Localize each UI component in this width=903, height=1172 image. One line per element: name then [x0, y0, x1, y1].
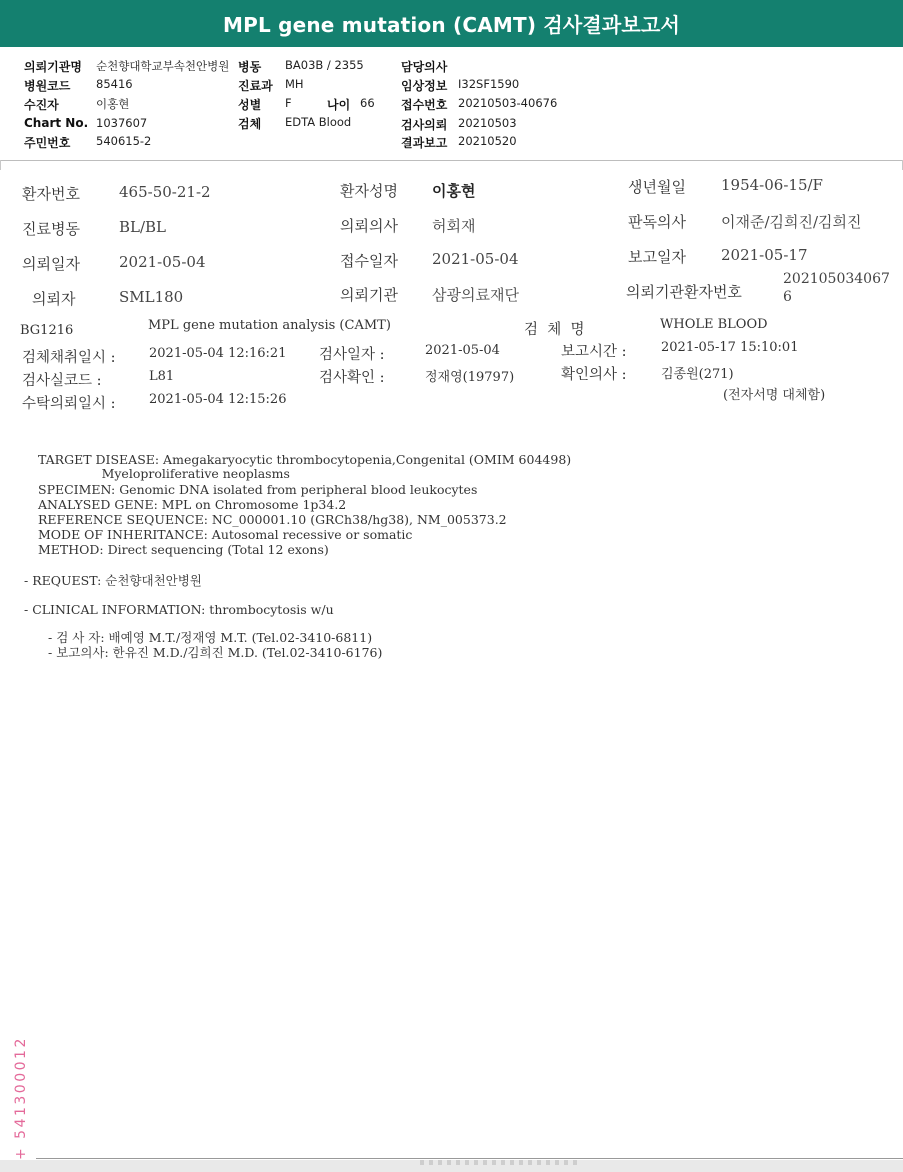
patient-label: 진료병동 [22, 220, 80, 238]
patient-value: 1954-06-15/F [721, 176, 823, 194]
clinical-line: - CLINICAL INFORMATION: thrombocytosis w/u [24, 602, 334, 617]
header-value: 20210503-40676 [458, 96, 558, 110]
test-date-value: 2021-05-04 [425, 343, 500, 358]
confirm-doc-value: 김종원(271) [661, 367, 734, 382]
report-line: REFERENCE SEQUENCE: NC_000001.10 (GRCh38/hg38), NM_005373.2 [38, 512, 507, 527]
divider [36, 1158, 903, 1159]
patient-label: 의뢰자 [32, 290, 76, 308]
lab-code-value: L81 [149, 369, 175, 384]
header-value: 이홍현 [96, 97, 130, 111]
patient-value: SML180 [119, 288, 184, 306]
patient-label: 환자성명 [340, 182, 398, 200]
collect-label: 검체채취일시 : [22, 350, 116, 366]
header-value: I32SF1590 [458, 77, 520, 91]
collect-value: 2021-05-04 12:16:21 [149, 346, 287, 361]
specimen-value: WHOLE BLOOD [660, 317, 768, 332]
patient-label: 의뢰의사 [340, 217, 398, 235]
header-label: 성별 [238, 98, 262, 112]
patient-label: 환자번호 [22, 185, 80, 203]
report-line: METHOD: Direct sequencing (Total 12 exons) [38, 542, 329, 557]
header-value: 1037607 [96, 116, 148, 130]
request-time-label: 수탁의뢰일시 : [22, 396, 116, 412]
patient-value: 465-50-21-2 [119, 183, 211, 201]
staff-line: - 검 사 자: 배예영 M.T./정재영 M.T. (Tel.02-3410-6811) [48, 630, 373, 645]
confirm-label: 검사확인 : [319, 370, 385, 386]
patient-label: 의뢰기관 [340, 286, 398, 304]
confirm-doc-label: 확인의사 : [561, 367, 627, 383]
report-line: ANALYSED GENE: MPL on Chromosome 1p34.2 [38, 497, 347, 512]
header-value: EDTA Blood [285, 115, 352, 129]
confirm-value: 정재영(19797) [425, 370, 515, 385]
patient-value: 2021-05-17 [721, 246, 808, 264]
header-label: 병원코드 [24, 79, 71, 93]
header-label: 진료과 [238, 79, 273, 93]
patient-label: 접수일자 [340, 252, 398, 270]
patient-value: BL/BL [119, 218, 167, 236]
header-value: 순천향대학교부속천안병원 [96, 59, 230, 73]
patient-label: 의뢰일자 [22, 255, 80, 273]
header-label: Chart No. [24, 116, 89, 130]
report-line: Myeloproliferative neoplasms [38, 466, 290, 481]
header-value: 66 [360, 96, 375, 110]
header-label: 결과보고 [401, 136, 448, 150]
patient-value: 2021-05-04 [432, 250, 519, 268]
divider [0, 160, 903, 161]
header-label: 나이 [327, 98, 351, 112]
test-name: MPL gene mutation analysis (CAMT) [148, 318, 391, 333]
header-label: 임상정보 [401, 79, 448, 93]
request-line: - REQUEST: 순천향대천안병원 [24, 573, 202, 588]
header-label: 의뢰기관명 [24, 60, 82, 74]
header-label: 담당의사 [401, 60, 448, 74]
request-header [0, 54, 903, 160]
patient-value: 2021-05-04 [119, 253, 206, 271]
report-line: SPECIMEN: Genomic DNA isolated from peripheral blood leukocytes [38, 482, 478, 497]
lab-code-label: 검사실코드 : [22, 373, 102, 389]
patient-value: 이재준/김희진/김희진 [721, 213, 862, 231]
report-title: MPL gene mutation (CAMT) 검사결과보고서 [0, 0, 903, 47]
patient-value: 6 [783, 289, 792, 305]
header-value: 20210503 [458, 116, 517, 130]
side-barcode-number: + 541300012 [13, 1036, 29, 1160]
patient-label: 의뢰기관환자번호 [626, 283, 742, 301]
patient-value: 삼광의료재단 [432, 286, 519, 304]
report-line: MODE OF INHERITANCE: Autosomal recessive or somatic [38, 527, 413, 542]
header-label: 수진자 [24, 98, 59, 112]
report-line: TARGET DISEASE: Amegakaryocytic thrombocytopenia,Congenital (OMIM 604498) [38, 452, 572, 467]
sample-code: BG1216 [20, 323, 74, 338]
report-time-label: 보고시간 : [561, 344, 627, 360]
header-value: 20210520 [458, 134, 517, 148]
header-label: 검사의뢰 [401, 118, 448, 132]
patient-value: 허회재 [432, 217, 476, 235]
divider [0, 160, 1, 170]
header-label: 병동 [238, 60, 262, 74]
header-value: 85416 [96, 77, 133, 91]
esign-note: (전자서명 대체함) [723, 388, 826, 403]
header-value: F [285, 96, 292, 110]
header-label: 검체 [238, 117, 262, 131]
header-value: BA03B / 2355 [285, 58, 364, 72]
patient-label: 생년월일 [628, 178, 686, 196]
request-time-value: 2021-05-04 12:15:26 [149, 392, 287, 407]
test-date-label: 검사일자 : [319, 347, 385, 363]
header-value: MH [285, 77, 304, 91]
staff-line: - 보고의사: 한유진 M.D./김희진 M.D. (Tel.02-3410-6176) [48, 645, 383, 660]
patient-name: 이홍현 [432, 182, 476, 200]
specimen-label: 검 체 명 [524, 322, 585, 338]
patient-label: 판독의사 [628, 213, 686, 231]
report-time-value: 2021-05-17 15:10:01 [661, 340, 799, 355]
header-label: 접수번호 [401, 98, 448, 112]
header-label: 주민번호 [24, 136, 71, 150]
header-value: 540615-2 [96, 134, 152, 148]
footer-smudge [420, 1160, 580, 1165]
patient-label: 보고일자 [628, 248, 686, 266]
patient-value: 202105034067 [783, 271, 890, 287]
